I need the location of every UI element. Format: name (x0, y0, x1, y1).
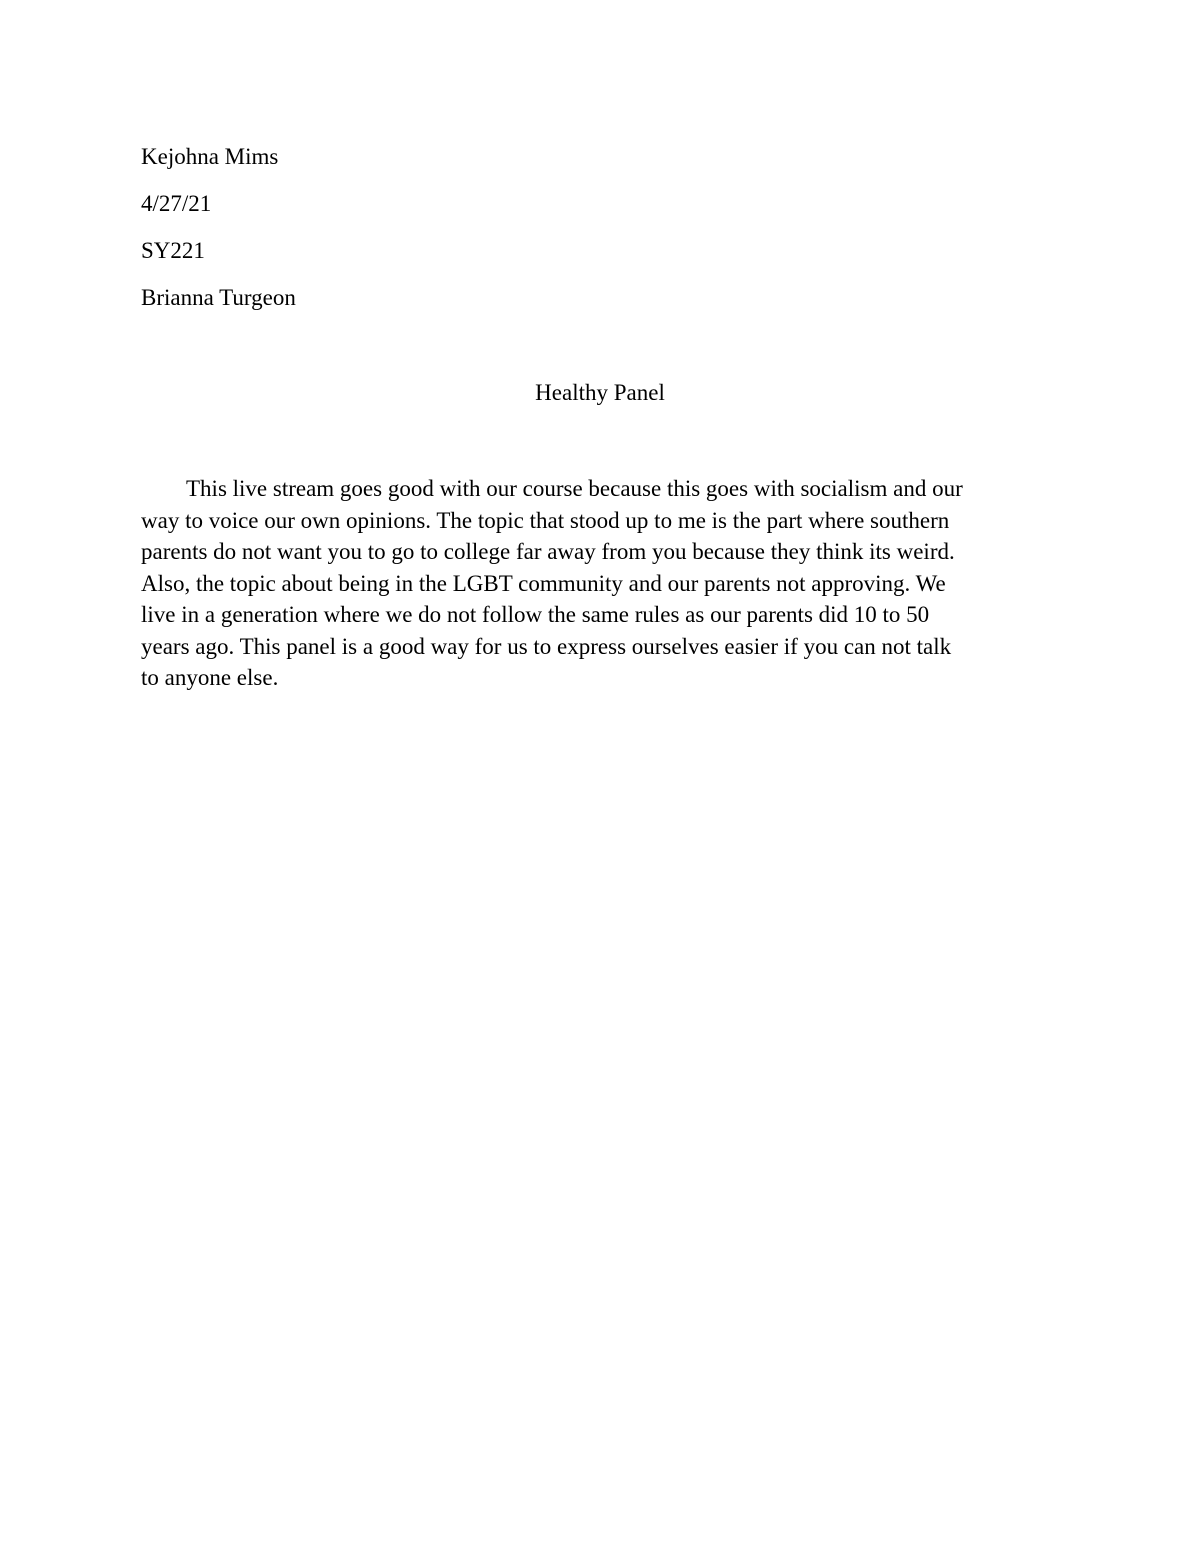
course-code: SY221 (141, 238, 205, 263)
date: 4/27/21 (141, 191, 212, 216)
paragraph-line: This live stream goes good with our course because this goes with socialism and our (186, 476, 963, 501)
paragraph-line: live in a generation where we do not follow the same rules as our parents did 10 to 50 (141, 602, 930, 627)
paragraph-line: parents do not want you to go to college far away from you because they think its weird. (141, 539, 955, 564)
paragraph-line: years ago. This panel is a good way for us to express ourselves easier if you can not talk (141, 633, 952, 659)
paragraph-line: way to voice our own opinions. The topic that stood up to me is the part where southern (141, 507, 950, 533)
document-title: Healthy Panel (535, 380, 665, 405)
student-name: Kejohna Mims (141, 144, 279, 169)
paragraph-line: Also, the topic about being in the LGBT community and our parents not approving. We (141, 570, 946, 596)
body-paragraph (141, 473, 1059, 694)
instructor-name: Brianna Turgeon (141, 285, 296, 310)
header-block (141, 141, 741, 329)
paragraph-line: to anyone else. (141, 665, 279, 690)
